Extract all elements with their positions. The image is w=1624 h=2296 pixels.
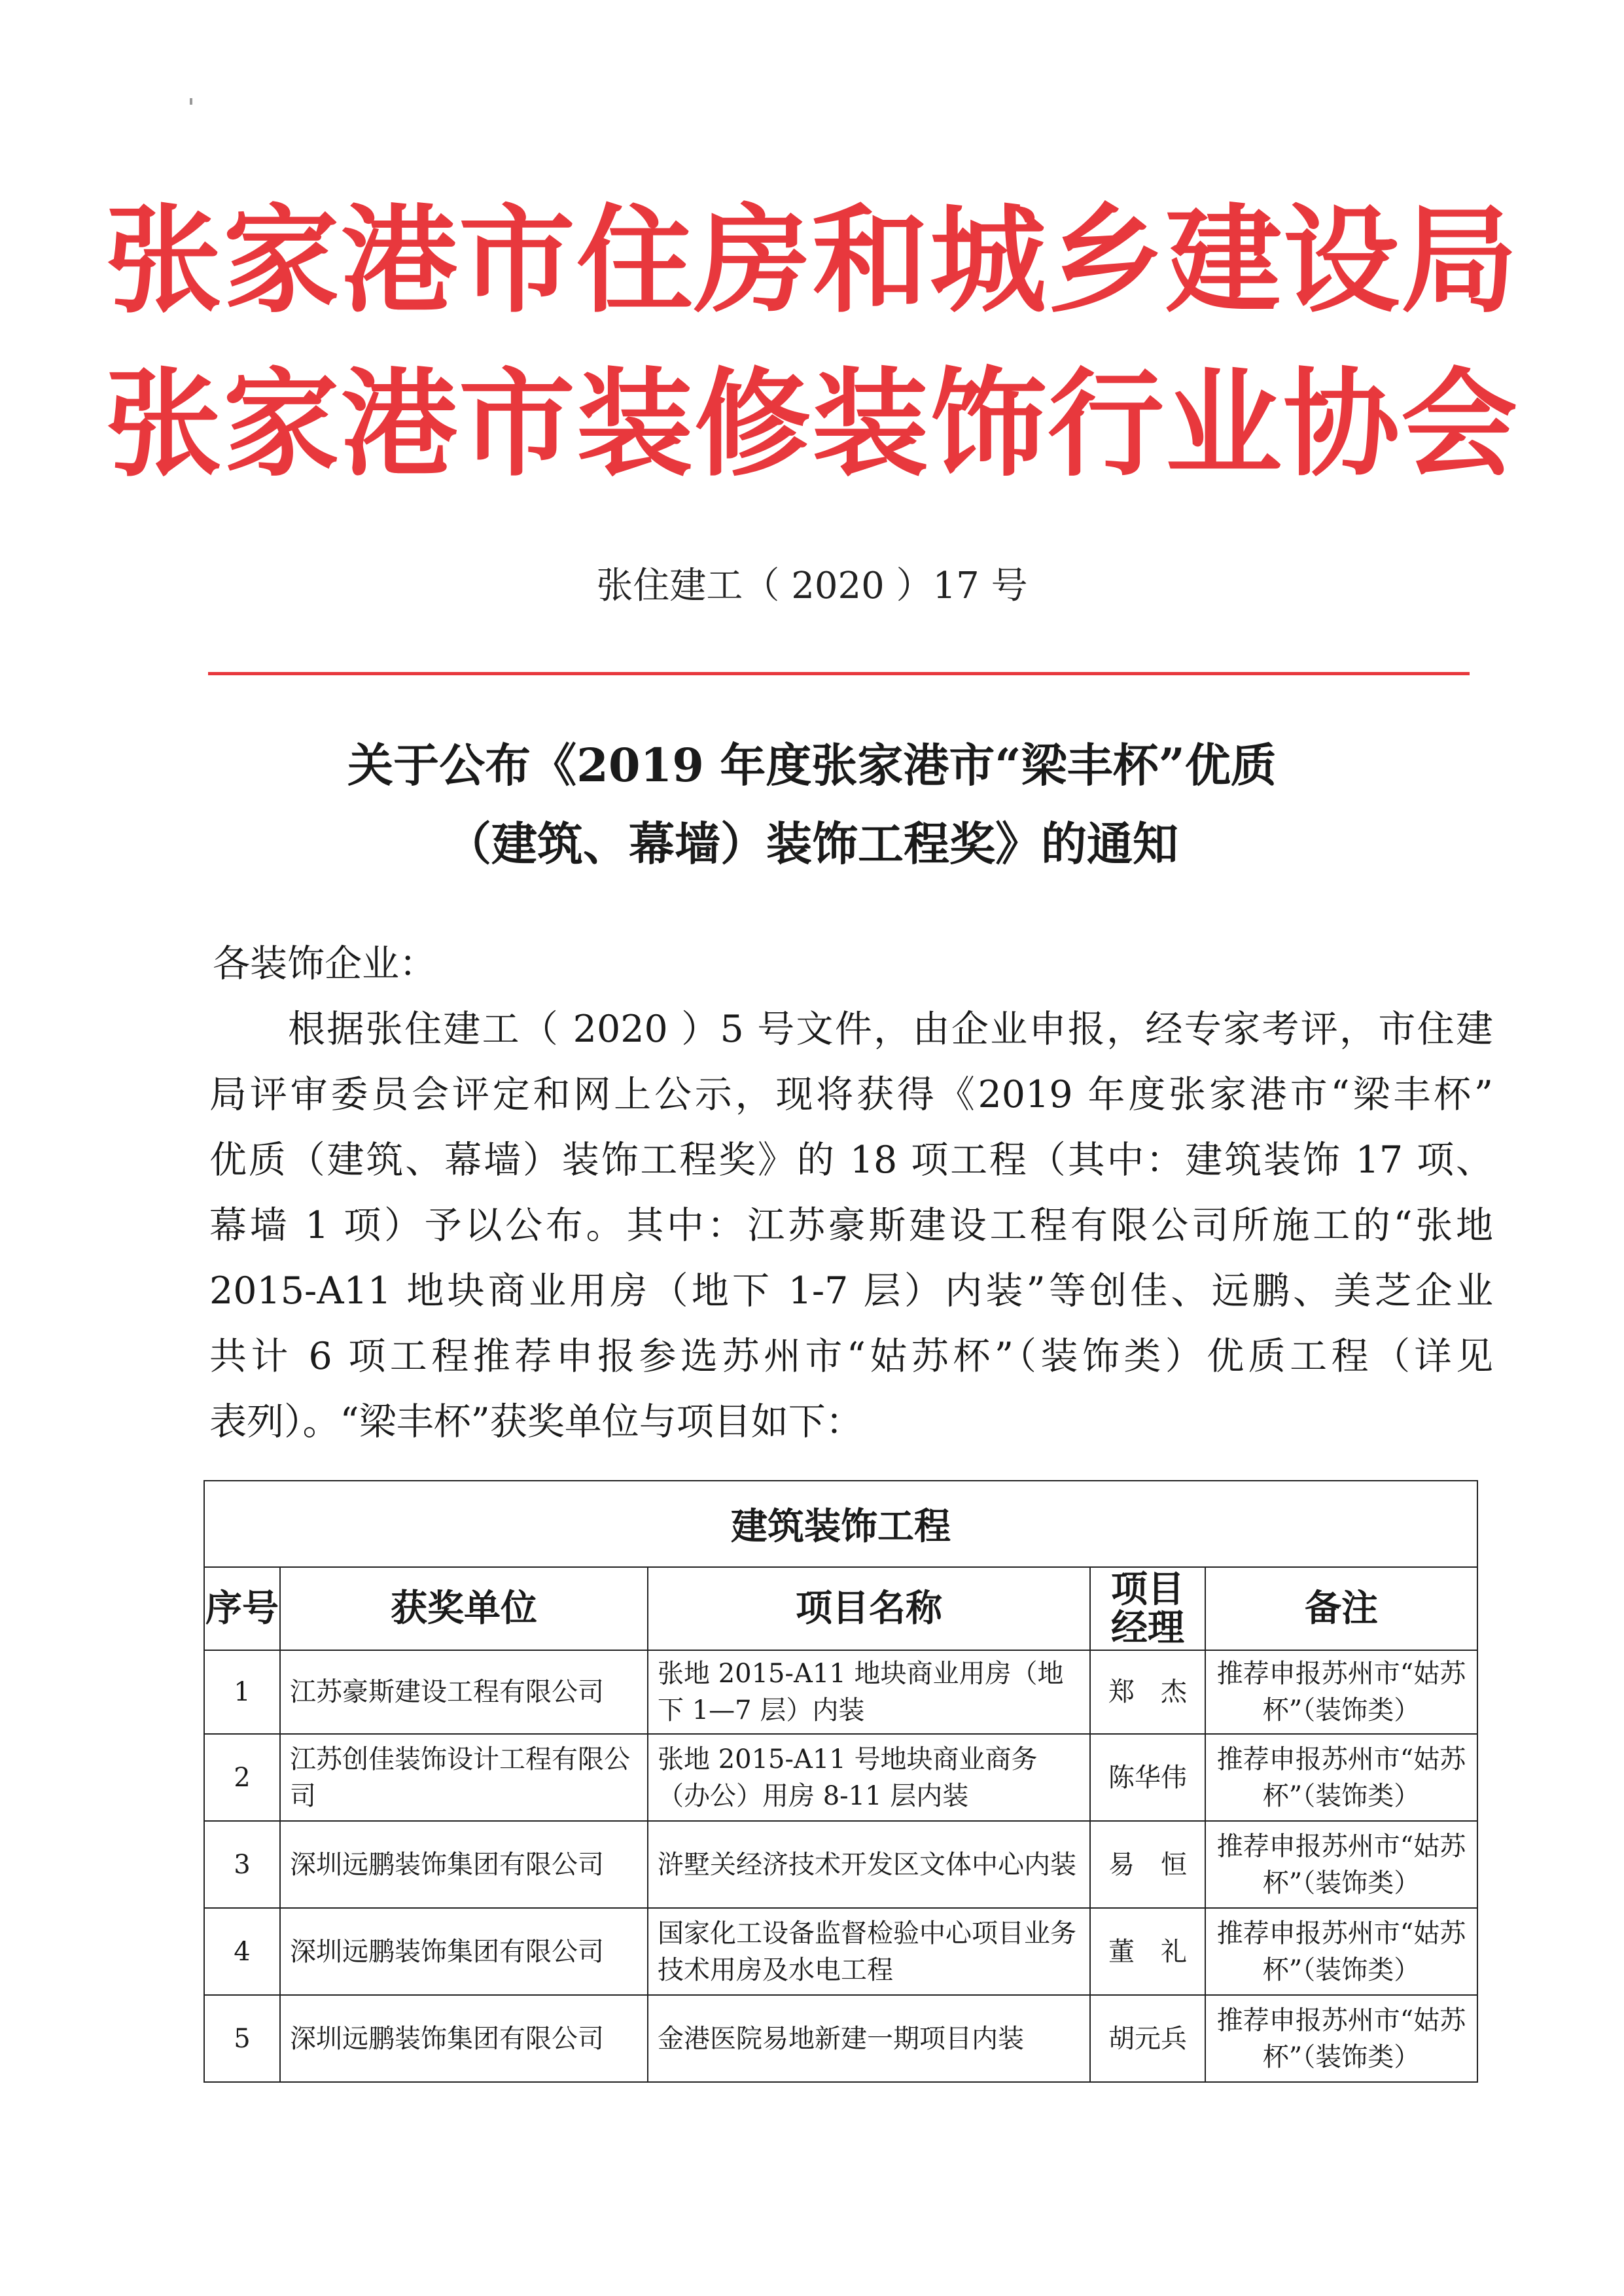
body-line-4: 幕墙 1 项）予以公布。其中：江苏豪斯建设工程有限公司所施工的“张地: [209, 1204, 1493, 1247]
issuing-org-line-2: 张家港市装修装饰行业协会: [105, 357, 1519, 492]
row-remark: 推荐申报苏州市“姑苏杯”（装饰类）: [1205, 1821, 1477, 1908]
row-project: 国家化工设备监督检验中心项目业务技术用房及水电工程: [648, 1908, 1090, 1995]
table-row: [204, 1650, 1477, 1734]
row-project: 金港医院易地新建一期项目内装: [648, 1995, 1090, 2082]
table-row: [204, 1821, 1477, 1908]
row-seq: 2: [204, 1734, 280, 1821]
table-row: [204, 1734, 1477, 1821]
table-header-row: [204, 1567, 1477, 1650]
body-line-7: 表列）。“梁丰杯”获奖单位与项目如下：: [209, 1400, 863, 1443]
row-remark: 推荐申报苏州市“姑苏杯”（装饰类）: [1205, 1908, 1477, 1995]
body-line-5: 2015-A11 地块商业用房（地下 1-7 层）内装”等创佳、远鹏、美芝企业: [209, 1269, 1493, 1313]
row-manager: 易 恒: [1090, 1821, 1205, 1908]
header-project: 项目名称: [648, 1567, 1090, 1650]
notice-title-line-1: 关于公布《2019 年度张家港市“梁丰杯”优质: [347, 738, 1277, 792]
row-seq: 3: [204, 1821, 280, 1908]
row-unit: 江苏创佳装饰设计工程有限公司: [280, 1734, 648, 1821]
row-project: 张地 2015-A11 号地块商业商务（办公）用房 8-11 层内装: [648, 1734, 1090, 1821]
row-unit: 深圳远鹏装饰集团有限公司: [280, 1908, 648, 1995]
row-manager: 陈华伟: [1090, 1734, 1205, 1821]
table-row: [204, 1995, 1477, 2082]
row-manager: 董 礼: [1090, 1908, 1205, 1995]
body-line-1: 根据张住建工（ 2020 ）5 号文件，由企业申报，经专家考评，市住建: [288, 1008, 1493, 1051]
issuing-org-line-1: 张家港市住房和城乡建设局: [105, 193, 1519, 328]
table-row: [204, 1908, 1477, 1995]
scan-artifact: [190, 98, 192, 105]
body-line-3: 优质（建筑、幕墙）装饰工程奖》的 18 项工程（其中：建筑装饰 17 项、: [209, 1139, 1493, 1182]
salutation: 各装饰企业：: [213, 942, 436, 985]
row-project: 张地 2015-A11 地块商业用房（地下 1—7 层）内装: [648, 1650, 1090, 1734]
row-manager: 胡元兵: [1090, 1995, 1205, 2082]
row-seq: 1: [204, 1650, 280, 1734]
header-seq: 序号: [204, 1567, 280, 1650]
table-caption: 建筑装饰工程: [204, 1481, 1477, 1567]
notice-title-line-2: （建筑、幕墙）装饰工程奖》的通知: [446, 817, 1178, 871]
red-divider: [208, 672, 1470, 675]
row-remark: 推荐申报苏州市“姑苏杯”（装饰类）: [1205, 1995, 1477, 2082]
row-unit: 深圳远鹏装饰集团有限公司: [280, 1821, 648, 1908]
row-remark: 推荐申报苏州市“姑苏杯”（装饰类）: [1205, 1650, 1477, 1734]
row-unit: 深圳远鹏装饰集团有限公司: [280, 1995, 648, 2082]
row-remark: 推荐申报苏州市“姑苏杯”（装饰类）: [1205, 1734, 1477, 1821]
body-line-2: 局评审委员会评定和网上公示，现将获得《2019 年度张家港市“梁丰杯”: [209, 1073, 1493, 1116]
header-manager: 项目经理: [1090, 1567, 1205, 1650]
row-seq: 5: [204, 1995, 280, 2082]
header-remark: 备注: [1205, 1567, 1477, 1650]
body-line-6: 共计 6 项工程推荐申报参选苏州市“姑苏杯”（装饰类）优质工程（详见: [209, 1335, 1493, 1378]
row-manager: 郑 杰: [1090, 1650, 1205, 1734]
header-unit: 获奖单位: [280, 1567, 648, 1650]
award-table: [203, 1480, 1478, 2083]
document-number: 张住建工（ 2020 ）17 号: [596, 565, 1028, 607]
row-seq: 4: [204, 1908, 280, 1995]
row-project: 浒墅关经济技术开发区文体中心内装: [648, 1821, 1090, 1908]
row-unit: 江苏豪斯建设工程有限公司: [280, 1650, 648, 1734]
